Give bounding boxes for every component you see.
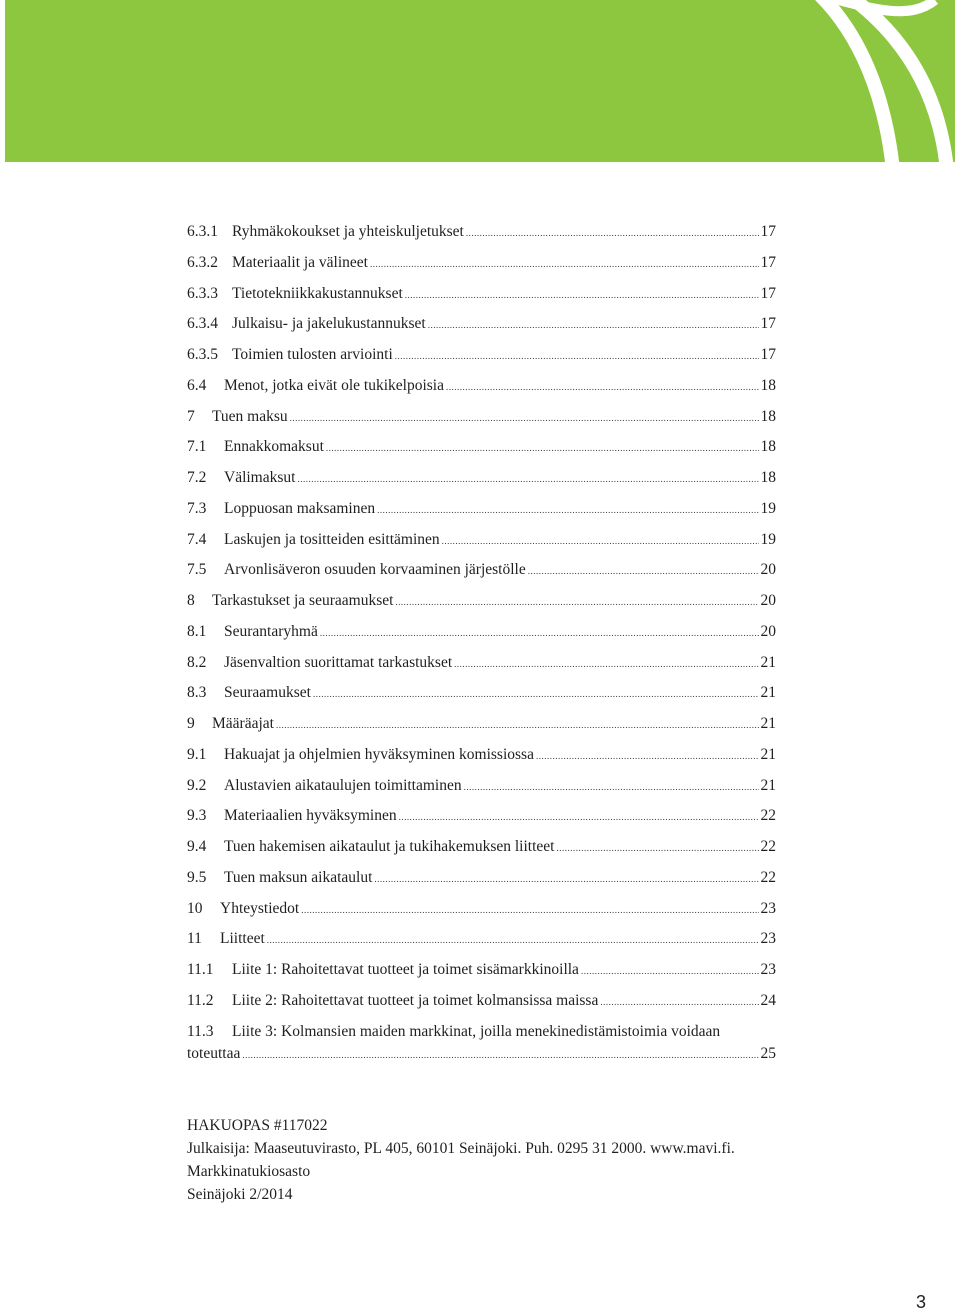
toc-number: 11 <box>187 930 202 948</box>
toc-title: Tarkastukset ja seuraamukset <box>212 592 394 609</box>
toc-leader <box>276 721 759 730</box>
toc-leader <box>301 906 758 915</box>
toc-entry[interactable] <box>187 309 776 340</box>
toc-title-continued: toteuttaa <box>187 1044 241 1062</box>
toc-entry[interactable] <box>187 402 776 433</box>
toc-leader <box>320 629 759 638</box>
toc-leader <box>313 690 759 699</box>
toc-entry[interactable] <box>187 371 776 402</box>
toc-leader <box>370 260 759 269</box>
toc-number: 10 <box>187 899 203 917</box>
toc-number: 7.3 <box>187 499 207 517</box>
toc-number: 6.3.3 <box>187 284 218 302</box>
publisher-line: Julkaisija: Maaseutuvirasto, PL 405, 60101 Seinäjoki. Puh. 0295 31 2000. www.mavi.fi. <box>187 1140 735 1157</box>
toc-entry[interactable] <box>187 525 776 556</box>
toc-title: Liitteet <box>220 930 265 948</box>
toc-leader <box>377 506 758 515</box>
toc-entry[interactable] <box>187 894 776 925</box>
toc-page: 21 <box>760 653 776 671</box>
toc-leader <box>399 813 759 822</box>
toc-title: Yhteystiedot <box>220 899 300 917</box>
toc-leader <box>290 414 759 423</box>
toc-entry[interactable] <box>187 494 776 525</box>
toc-leader <box>442 537 759 546</box>
toc-number: 9.4 <box>187 838 207 855</box>
toc-title: Loppuosan maksaminen <box>224 499 376 517</box>
toc-page: 22 <box>760 838 776 855</box>
toc-number: 6.4 <box>187 376 207 394</box>
toc-page: 17 <box>760 253 776 271</box>
toc-number: 6.3.1 <box>187 223 218 240</box>
toc-number: 7.1 <box>187 438 207 456</box>
leaf-logo-icon <box>5 0 955 162</box>
toc-number: 9.5 <box>187 868 207 886</box>
toc-number: 11.2 <box>187 991 214 1009</box>
toc-number: 7.2 <box>187 469 207 486</box>
toc-entry[interactable] <box>187 986 776 1017</box>
toc-title: Menot, jotka eivät ole tukikelpoisia <box>224 376 444 394</box>
toc-title: Liite 3: Kolmansien maiden markkinat, joilla menekinedistämistoimia voidaan <box>232 1022 721 1040</box>
toc-entry[interactable] <box>187 771 776 802</box>
toc-page: 23 <box>760 899 776 917</box>
toc-title: Liite 2: Rahoitettavat tuotteet ja toimet kolmansissa maissa <box>232 991 599 1009</box>
toc-page: 20 <box>760 561 776 579</box>
toc-number: 8.2 <box>187 653 207 671</box>
toc-number: 6.3.4 <box>187 315 218 333</box>
toc-title: Toimien tulosten arviointi <box>232 346 393 363</box>
toc-page: 21 <box>760 776 776 794</box>
toc-page: 20 <box>760 592 776 609</box>
publication-info <box>187 1114 735 1206</box>
toc-number: 11.3 <box>187 1022 214 1040</box>
toc-leader <box>297 475 758 484</box>
toc-entry[interactable] <box>187 217 776 248</box>
toc-entry[interactable] <box>187 648 776 679</box>
toc-leader <box>536 752 759 761</box>
toc-leader <box>405 291 759 300</box>
toc-leader <box>374 875 758 884</box>
toc-title: Liite 1: Rahoitettavat tuotteet ja toimet sisämarkkinoilla <box>232 961 579 978</box>
toc-number: 8.1 <box>187 622 207 640</box>
toc-entry[interactable] <box>187 740 776 771</box>
toc-page: 18 <box>760 407 776 425</box>
toc-page: 17 <box>760 284 776 302</box>
toc-number: 9.2 <box>187 776 207 794</box>
toc-leader <box>581 967 759 976</box>
toc-entry[interactable] <box>187 340 776 371</box>
toc-title: Materiaalien hyväksyminen <box>224 807 397 825</box>
toc-entry[interactable] <box>187 1017 776 1065</box>
toc-page: 23 <box>760 930 776 948</box>
toc-number: 8 <box>187 592 195 609</box>
toc-leader <box>466 229 759 238</box>
table-of-contents <box>187 217 776 1065</box>
toc-number: 9.1 <box>187 745 207 763</box>
toc-leader <box>428 321 759 330</box>
toc-page: 19 <box>760 530 776 548</box>
toc-number: 7.5 <box>187 561 207 579</box>
toc-entry[interactable] <box>187 832 776 863</box>
page-number: 3 <box>915 1292 926 1312</box>
toc-page: 25 <box>760 1044 776 1062</box>
toc-page: 23 <box>760 961 776 978</box>
toc-title: Julkaisu- ja jakelukustannukset <box>232 315 426 333</box>
toc-leader <box>528 567 759 576</box>
toc-leader <box>326 444 759 453</box>
header-banner <box>5 0 955 162</box>
toc-entry[interactable] <box>187 924 776 955</box>
toc-page: 21 <box>760 745 776 763</box>
toc-title: Ryhmäkokoukset ja yhteiskuljetukset <box>232 223 464 240</box>
toc-leader <box>446 383 759 392</box>
toc-title: Tuen maksu <box>212 407 288 425</box>
toc-page: 24 <box>760 991 776 1009</box>
toc-leader <box>242 1051 758 1060</box>
toc-leader <box>395 352 759 361</box>
toc-number: 6.3.5 <box>187 346 218 363</box>
toc-entry[interactable] <box>187 586 776 617</box>
toc-number: 9.3 <box>187 807 207 825</box>
toc-entry[interactable] <box>187 801 776 832</box>
toc-leader <box>454 660 758 669</box>
toc-page: 22 <box>760 807 776 825</box>
toc-entry[interactable] <box>187 678 776 709</box>
toc-entry[interactable] <box>187 955 776 986</box>
toc-leader <box>267 936 759 945</box>
toc-entry[interactable] <box>187 617 776 648</box>
toc-leader <box>464 783 759 792</box>
toc-title: Jäsenvaltion suorittamat tarkastukset <box>224 653 453 671</box>
toc-page: 17 <box>760 346 776 363</box>
toc-entry[interactable] <box>187 709 776 740</box>
toc-page: 18 <box>760 376 776 394</box>
toc-page: 17 <box>760 315 776 333</box>
toc-title: Arvonlisäveron osuuden korvaaminen järjestölle <box>224 561 526 579</box>
toc-title: Alustavien aikataulujen toimittaminen <box>224 776 462 794</box>
department-line: Markkinatukiosasto <box>187 1163 311 1180</box>
toc-entry[interactable] <box>187 248 776 279</box>
toc-leader <box>600 998 758 1007</box>
date-line: Seinäjoki 2/2014 <box>187 1186 293 1203</box>
toc-title: Seurantaryhmä <box>224 622 318 640</box>
toc-page: 18 <box>760 469 776 486</box>
toc-number: 6.3.2 <box>187 253 218 271</box>
toc-page: 21 <box>760 684 776 702</box>
toc-page: 19 <box>760 499 776 517</box>
toc-number: 7.4 <box>187 530 207 548</box>
toc-entry[interactable] <box>187 432 776 463</box>
toc-title: Ennakkomaksut <box>224 438 324 456</box>
toc-title: Materiaalit ja välineet <box>232 253 368 271</box>
toc-leader <box>395 598 758 607</box>
toc-page: 17 <box>760 223 776 240</box>
toc-page: 18 <box>760 438 776 456</box>
toc-entry[interactable] <box>187 463 776 494</box>
toc-number: 8.3 <box>187 684 207 702</box>
toc-title: Hakuajat ja ohjelmien hyväksyminen komissiossa <box>224 745 534 763</box>
toc-page: 21 <box>760 715 776 732</box>
toc-page: 22 <box>760 868 776 886</box>
toc-page: 20 <box>760 622 776 640</box>
toc-number: 7 <box>187 407 195 425</box>
toc-title: Seuraamukset <box>224 684 311 702</box>
toc-number: 11.1 <box>187 961 214 978</box>
toc-leader <box>556 844 758 853</box>
toc-title: Tuen hakemisen aikataulut ja tukihakemuksen liitteet <box>224 838 555 855</box>
toc-number: 9 <box>187 715 195 732</box>
toc-entry[interactable] <box>187 863 776 894</box>
toc-title: Tietotekniikkakustannukset <box>232 284 403 302</box>
toc-entry[interactable] <box>187 279 776 310</box>
toc-title: Välimaksut <box>224 469 296 486</box>
toc-title: Laskujen ja tositteiden esittäminen <box>224 530 440 548</box>
guide-id: HAKUOPAS #117022 <box>187 1117 328 1134</box>
toc-entry[interactable] <box>187 555 776 586</box>
toc-title: Tuen maksun aikataulut <box>224 868 373 886</box>
toc-title: Määräajat <box>212 715 274 732</box>
